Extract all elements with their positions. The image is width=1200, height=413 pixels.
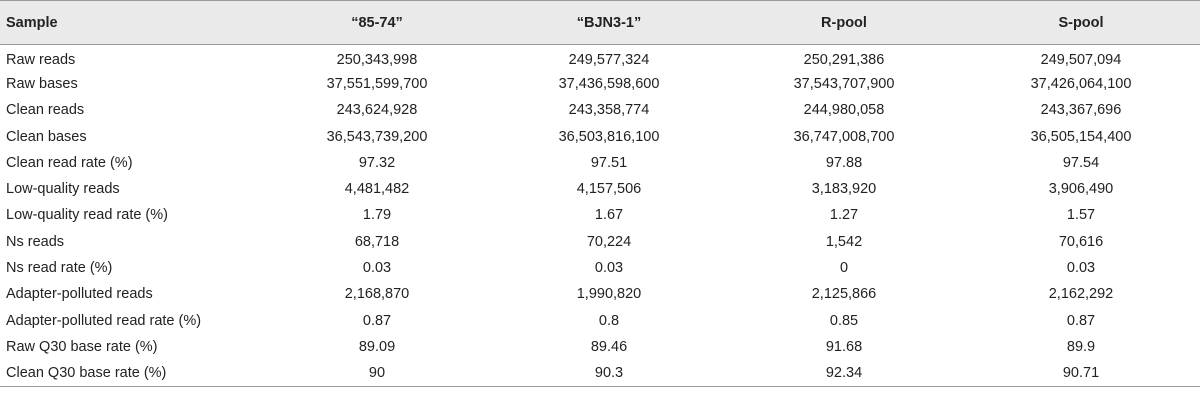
value-cell: 37,426,064,100 [1030, 75, 1132, 92]
table-row [0, 307, 1200, 333]
value-cell: 250,291,386 [803, 51, 885, 68]
table-row [0, 150, 1200, 176]
value-cell: 37,551,599,700 [326, 75, 428, 92]
header-row [0, 1, 1200, 45]
header-cell-sample: Sample [0, 1, 262, 45]
value-cell: 0.03 [362, 260, 392, 277]
value-cell: 97.32 [358, 154, 396, 171]
value-cell: 0 [839, 260, 849, 277]
value-cell: 2,168,870 [344, 286, 410, 303]
row-label-cell: Adapter-polluted reads [6, 286, 153, 303]
table-row [0, 334, 1200, 360]
value-cell: 249,507,094 [1040, 51, 1122, 68]
value-cell: 250,343,998 [336, 51, 418, 68]
value-cell: 0.8 [598, 312, 620, 329]
value-cell: 1.79 [362, 207, 392, 224]
table-header [0, 1, 1200, 45]
value-cell: 0.87 [362, 312, 392, 329]
table-row [0, 360, 1200, 386]
table-row [0, 123, 1200, 149]
header-cell-r-pool: R-pool [726, 1, 962, 45]
value-cell: 89.46 [590, 338, 628, 355]
table-row [0, 97, 1200, 123]
table-row [0, 229, 1200, 255]
value-cell: 243,358,774 [568, 102, 650, 119]
table-row [0, 45, 1200, 71]
row-label-cell: Raw reads [6, 51, 76, 68]
value-cell: 70,224 [586, 233, 632, 250]
value-cell: 97.88 [825, 154, 863, 171]
table-row [0, 202, 1200, 228]
value-cell: 243,624,928 [336, 102, 418, 119]
row-label-cell: Clean bases [6, 128, 87, 145]
value-cell: 2,125,866 [811, 286, 877, 303]
value-cell: 36,747,008,700 [793, 128, 895, 145]
value-cell: 68,718 [354, 233, 400, 250]
row-label-cell: Low-quality read rate (%) [6, 207, 168, 224]
table-row [0, 281, 1200, 307]
table-body [0, 45, 1200, 387]
value-cell: 3,906,490 [1048, 181, 1114, 198]
value-cell: 0.87 [1066, 312, 1096, 329]
value-cell: 0.03 [594, 260, 624, 277]
value-cell: 3,183,920 [811, 181, 877, 198]
header-cell-bjn3-1: “BJN3-1” [492, 1, 726, 45]
value-cell: 36,503,816,100 [558, 128, 660, 145]
row-label-cell: Raw bases [6, 75, 78, 92]
value-cell: 36,505,154,400 [1030, 128, 1132, 145]
row-label-cell: Clean read rate (%) [6, 154, 133, 171]
table-row [0, 255, 1200, 281]
value-cell: 37,436,598,600 [558, 75, 660, 92]
value-cell: 97.51 [590, 154, 628, 171]
row-label-cell: Raw Q30 base rate (%) [6, 338, 158, 355]
table-row [0, 71, 1200, 97]
value-cell: 70,616 [1058, 233, 1104, 250]
value-cell: 90.71 [962, 360, 1200, 386]
value-cell: 1.57 [1066, 207, 1096, 224]
row-label-cell: Ns reads [6, 233, 65, 250]
value-cell: 249,577,324 [568, 51, 650, 68]
value-cell: 4,481,482 [344, 181, 410, 198]
value-cell: 0.03 [1066, 260, 1096, 277]
value-cell: 1,542 [825, 233, 863, 250]
row-label-cell: Ns read rate (%) [6, 260, 113, 277]
table-row [0, 176, 1200, 202]
row-label-cell: Clean reads [6, 102, 85, 119]
value-cell: 1,990,820 [576, 286, 642, 303]
header-cell-85-74: “85-74” [262, 1, 492, 45]
value-cell: 92.34 [726, 360, 962, 386]
row-label-cell: Clean Q30 base rate (%) [0, 360, 262, 386]
row-label-cell: Adapter-polluted read rate (%) [6, 312, 202, 329]
value-cell: 89.09 [358, 338, 396, 355]
value-cell: 89.9 [1066, 338, 1096, 355]
value-cell: 36,543,739,200 [326, 128, 428, 145]
value-cell: 2,162,292 [1048, 286, 1114, 303]
row-label-cell: Low-quality reads [6, 181, 120, 198]
value-cell: 1.67 [594, 207, 624, 224]
value-cell: 244,980,058 [803, 102, 885, 119]
value-cell: 90 [262, 360, 492, 386]
value-cell: 97.54 [1062, 154, 1100, 171]
value-cell: 0.85 [829, 312, 859, 329]
value-cell: 37,543,707,900 [793, 75, 895, 92]
header-cell-s-pool: S-pool [962, 1, 1200, 45]
value-cell: 4,157,506 [576, 181, 642, 198]
value-cell: 91.68 [825, 338, 863, 355]
value-cell: 1.27 [829, 207, 859, 224]
value-cell: 243,367,696 [1040, 102, 1122, 119]
value-cell: 90.3 [492, 360, 726, 386]
